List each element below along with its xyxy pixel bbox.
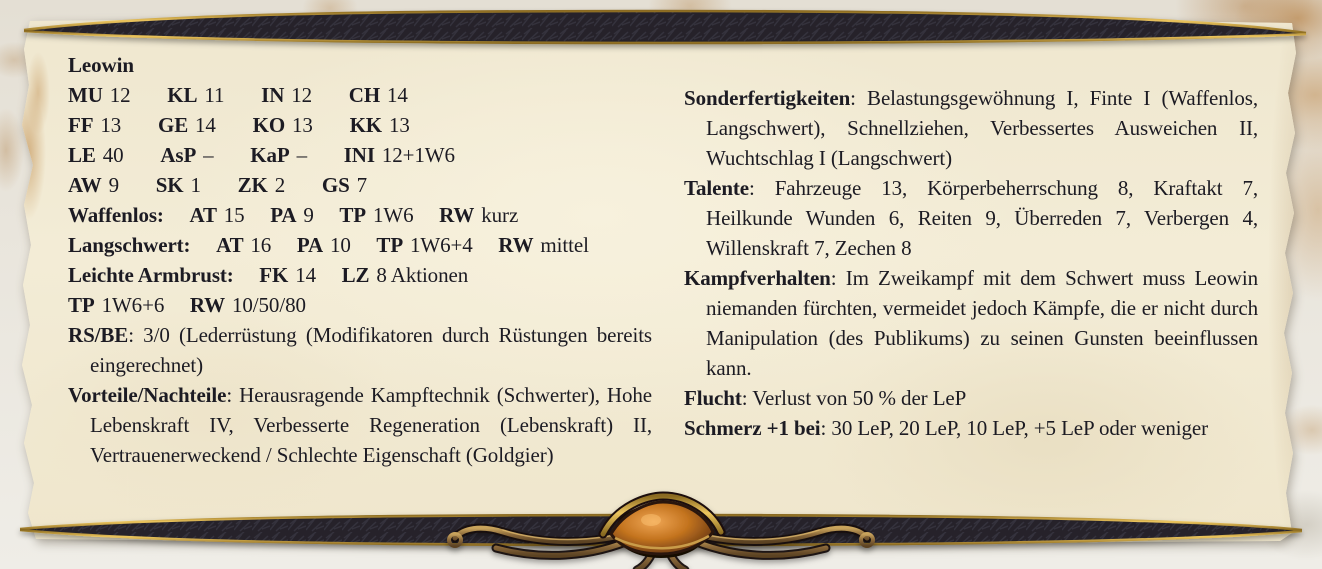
stat-label: PA: [270, 203, 297, 227]
character-name: Leowin: [68, 53, 134, 77]
stat-label: INI: [343, 143, 375, 167]
stat-label: AT: [189, 203, 217, 227]
stat-value: 7: [356, 173, 368, 197]
stat-paragraph: [684, 83, 1258, 173]
stat-pair: [322, 170, 367, 200]
stat-pair: [216, 230, 271, 260]
stat-pair: [253, 110, 313, 140]
stat-value: 16: [250, 233, 272, 257]
paragraph-text: : Fahrzeuge 13, Körperbeherrschung 8, Kraftakt 7, Heilkunde Wunden 6, Reiten 9, Überreden 7, Verbergen 4, Willenskraft 7, Zechen 8: [706, 176, 1258, 260]
stat-label: AsP: [160, 143, 197, 167]
stat-value: 2: [274, 173, 286, 197]
stat-label: GE: [157, 113, 189, 137]
paragraph-text: : Im Zweikampf mit dem Schwert muss Leowin niemanden fürchten, vermeidet jedoch Kämpfe, die er nicht durch Manipulation (des Publikums) zu seinen Gunsten beeinflussen kann.: [706, 266, 1258, 380]
stat-value: 12: [109, 83, 131, 107]
stat-label: CH: [348, 83, 381, 107]
stat-label: TP: [376, 233, 404, 257]
stat-paragraph: [684, 263, 1258, 383]
stat-pair: [250, 140, 307, 170]
stat-value: 1: [190, 173, 201, 197]
stat-value: 9: [108, 173, 119, 197]
stat-value: 14: [195, 113, 216, 137]
stat-label: PA: [296, 233, 324, 257]
stat-value: 9: [303, 203, 314, 227]
stat-label: ZK: [237, 173, 268, 197]
stat-value: 14: [295, 263, 316, 287]
stat-value: 40: [102, 143, 124, 167]
stat-value: kurz: [481, 203, 519, 227]
stat-pair: [376, 230, 472, 260]
stat-paragraph: [68, 320, 652, 380]
stat-value: 1W6: [372, 203, 414, 227]
stat-line: [68, 170, 652, 200]
right-column: [684, 83, 1258, 470]
stat-label: KL: [167, 83, 198, 107]
stat-pair: [68, 140, 124, 170]
stat-value: 1W6+4: [409, 233, 473, 257]
stat-pair: [156, 170, 201, 200]
stat-label: GS: [321, 173, 350, 197]
stat-line: [68, 80, 652, 110]
stat-paragraph: [684, 383, 1258, 413]
stat-line: [68, 290, 652, 320]
statblock-content: [68, 50, 1258, 470]
left-paragraphs: [68, 320, 652, 470]
stat-label: RW: [439, 203, 475, 227]
stat-label: KO: [252, 113, 286, 137]
paragraph-label: Flucht: [684, 386, 742, 410]
stat-paragraph: [684, 173, 1258, 263]
stat-value: 1W6+6: [101, 293, 165, 317]
stat-label: LE: [68, 143, 96, 167]
stat-label: TP: [68, 293, 95, 317]
stat-value: 10/50/80: [232, 293, 306, 317]
stat-pair: [261, 80, 312, 110]
stat-value: 14: [387, 83, 408, 107]
stat-pair: [167, 80, 224, 110]
paragraph-label: RS/BE: [68, 323, 129, 347]
stat-pair: [160, 140, 213, 170]
stat-pair: [68, 80, 131, 110]
stat-value: 12: [291, 83, 313, 107]
combat-values-block: [68, 200, 652, 320]
left-column: [68, 50, 652, 470]
weapon-name: Waffenlos:: [68, 203, 164, 227]
stat-line: [68, 200, 652, 230]
stat-pair: [68, 170, 119, 200]
stat-value: 13: [388, 113, 410, 137]
stat-pair: [350, 110, 410, 140]
stat-label: RW: [189, 293, 226, 317]
stat-value: 8 Aktionen: [376, 263, 469, 287]
stat-pair: [349, 80, 408, 110]
attributes-block: [68, 80, 652, 200]
stat-label: FK: [259, 263, 289, 287]
stat-label: KaP: [250, 143, 290, 167]
stat-pair: [439, 200, 518, 230]
paragraph-text: : Belastungsgewöhnung I, Finte I (Waffenlos, Langschwert), Schnellziehen, Verbessertes Ausweichen II, Wuchtschlag I (Langschwert): [706, 86, 1258, 170]
stat-value: –: [296, 143, 307, 167]
stat-pair: [158, 110, 216, 140]
stat-label: IN: [261, 83, 285, 107]
stat-pair: [68, 110, 121, 140]
stat-pair: [498, 230, 589, 260]
stat-label: AW: [68, 173, 102, 197]
stat-value: mittel: [540, 233, 589, 257]
paragraph-label: Talente: [684, 176, 750, 200]
stat-label: MU: [68, 83, 103, 107]
stat-pair: [297, 230, 351, 260]
stat-line: [68, 110, 652, 140]
right-paragraphs: [684, 83, 1258, 443]
weapon-name: Leichte Armbrust:: [68, 263, 234, 287]
stat-label: LZ: [341, 263, 370, 287]
stat-label: AT: [216, 233, 244, 257]
stat-pair: [259, 260, 316, 290]
stat-value: 13: [292, 113, 313, 137]
stat-value: 12+1W6: [381, 143, 455, 167]
stat-pair: [189, 200, 244, 230]
stat-pair: [190, 290, 306, 320]
paragraph-label: Sonderfertigkeiten: [684, 86, 851, 110]
stat-value: 11: [204, 83, 225, 107]
stat-value: 10: [330, 233, 351, 257]
paragraph-text: : 3/0 (Lederrüstung (Modifikatoren durch Rüstungen bereits eingerechnet): [90, 323, 652, 377]
stat-paragraph: [68, 380, 652, 470]
stat-line: [68, 260, 652, 290]
stat-label: TP: [339, 203, 367, 227]
stat-value: 13: [100, 113, 122, 137]
paragraph-text: : Verlust von 50 % der LeP: [741, 386, 967, 410]
weapon-name: Langschwert:: [68, 233, 191, 257]
stat-line: [68, 230, 652, 260]
stat-line: [68, 140, 652, 170]
stat-paragraph: [684, 413, 1258, 443]
stat-pair: [342, 260, 469, 290]
paragraph-text: : 30 LeP, 20 LeP, 10 LeP, +5 LeP oder weniger: [820, 416, 1208, 440]
stat-pair: [238, 170, 285, 200]
stat-pair: [344, 140, 455, 170]
stat-pair: [68, 290, 164, 320]
stat-label: RW: [498, 233, 534, 257]
stat-pair: [339, 200, 413, 230]
stat-label: KK: [349, 113, 383, 137]
stat-label: FF: [68, 113, 94, 137]
paragraph-label: Vorteile/Nachteile: [68, 383, 227, 407]
paragraph-label: Kampfverhalten: [684, 266, 831, 290]
paragraph-text: : Herausragende Kampftechnik (Schwerter), Hohe Lebenskraft IV, Verbesserte Regeneration (Lebenskraft) II, Vertrauenerweckend / Schlechte Eigenschaft (Goldgier): [90, 383, 652, 467]
stat-value: 15: [223, 203, 245, 227]
paragraph-label: Schmerz +1 bei: [684, 416, 821, 440]
stat-label: SK: [155, 173, 184, 197]
stat-value: –: [203, 143, 214, 167]
stat-pair: [270, 200, 314, 230]
